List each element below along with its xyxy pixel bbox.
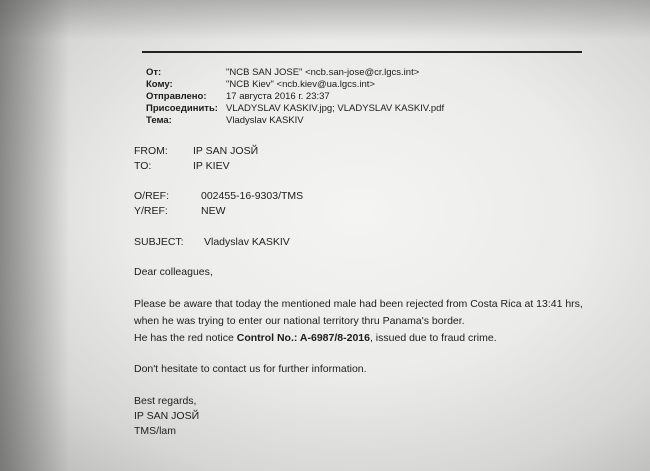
memo-yref-value: NEW [201,205,226,217]
header-from-value: "NCB SAN JOSE" <ncb.san-jose@cr.lgcs.int> [226,67,420,78]
header-subject-value: Vladyslav KASKIV [226,115,304,126]
memo-to-value: IP KIEV [193,160,230,172]
control-number: Control No.: A-6987/8-2016 [236,332,370,344]
header-attach-label: Присоединить: [146,103,218,114]
header-sent-value: 17 августа 2016 г. 23:37 [226,91,330,102]
memo-subject-value: Vladyslav KASKIV [204,236,290,248]
paper-shadow-left [0,0,70,471]
header-subject-label: Тема: [146,115,172,126]
memo-yref-label: Y/REF: [134,205,168,217]
body-line-3 [134,332,497,345]
closing: Best regards, [134,395,197,407]
greeting: Dear colleagues, [134,266,213,278]
signature-line-2: TMS/lam [134,425,176,437]
header-sent-label: Отправлено: [146,91,207,102]
memo-subject-label: SUBJECT: [134,236,184,248]
body-line-2: when he was trying to enter our national territory thru Panama's border. [134,315,465,327]
header-to-label: Кому: [146,79,173,90]
line3-prefix: He has the red notice [134,332,237,344]
header-rule [142,51,582,53]
memo-oref-label: O/REF: [134,190,170,202]
memo-to-label: TO: [134,160,152,172]
memo-from-label: FROM: [134,145,168,157]
memo-oref-value: 002455-16-9303/TMS [201,190,304,202]
body-line-1: Please be aware that today the mentioned male had been rejected from Costa Rica at 13:41 hrs, [134,298,583,310]
header-to-value: "NCB Kiev" <ncb.kiev@ua.lgcs.int> [226,79,375,90]
body-line-4: Don't hesitate to contact us for further information. [134,363,367,375]
line3-suffix: , issued due to fraud crime. [369,332,497,344]
paper-shadow-top [0,0,650,40]
header-from-label: От: [146,67,162,78]
signature-line-1: IP SAN JOSЙ [134,410,200,422]
header-attach-value: VLADYSLAV KASKIV.jpg; VLADYSLAV KASKIV.pdf [226,103,445,114]
memo-from-value: IP SAN JOSЙ [193,145,259,157]
